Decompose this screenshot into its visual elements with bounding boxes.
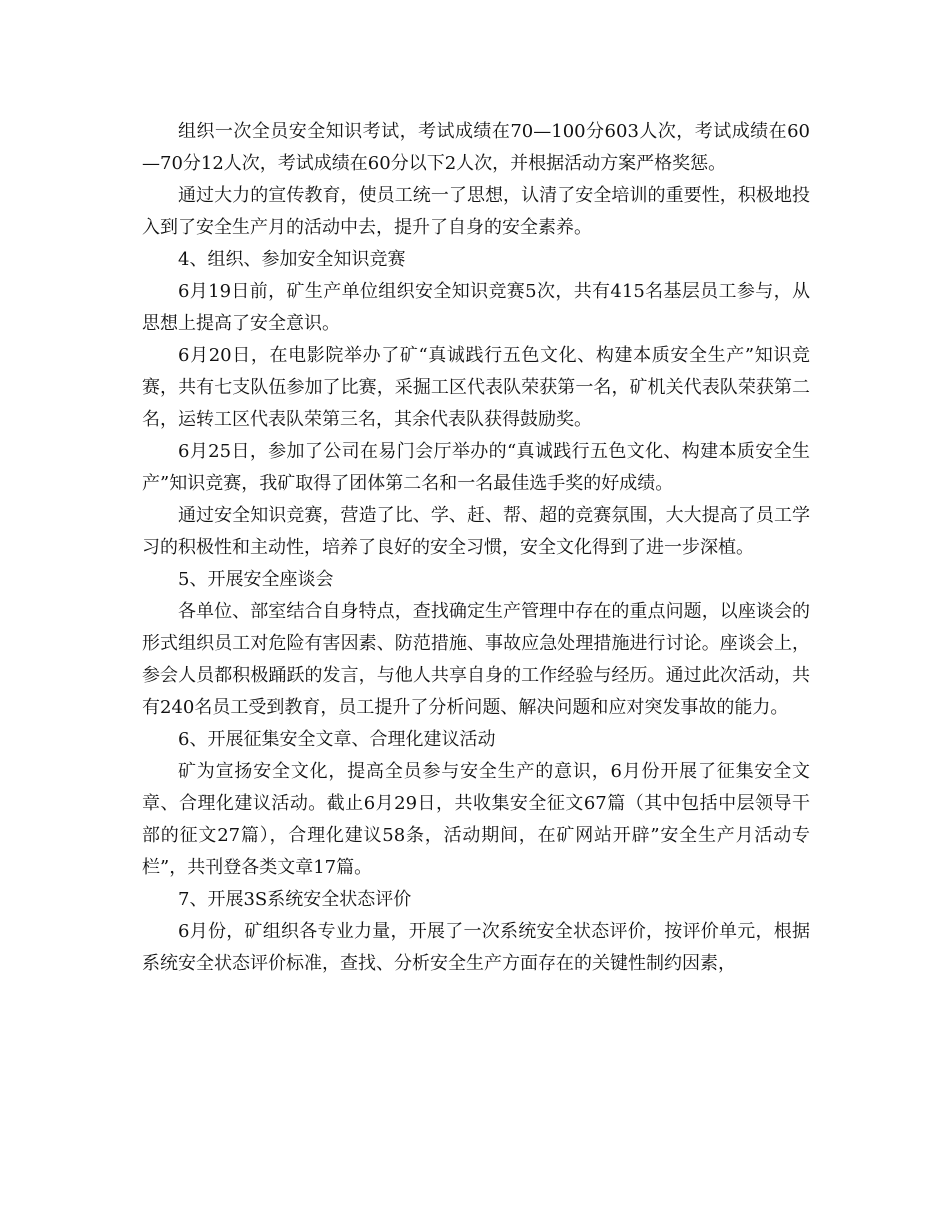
paragraph-article-collection: 矿为宣扬安全文化，提高全员参与安全生产的意识，6月份开展了征集安全文章、合理化建议活动。截止6月29日，共收集安全征文67篇（其中包括中层领导干部的征文27篇），合理化建议58条，活动期间，在矿网站开辟”安全生产月活动专栏”，共刊登各类文章17篇。 (142, 761, 810, 878)
paragraph-3s-evaluation: 6月份，矿组织各专业力量，开展了一次系统安全状态评价，按评价单元，根据系统安全状态评价标准，查找、分析安全生产方面存在的关键性制约因素， (142, 921, 810, 974)
paragraph-publicity-effect: 通过大力的宣传教育，使员工统一了思想，认清了安全培训的重要性，积极地投入到了安全生产月的活动中去，提升了自身的安全素养。 (142, 185, 810, 238)
paragraph-contest-effect: 通过安全知识竞赛，营造了比、学、赶、帮、超的竞赛氛围，大大提高了员工学习的积极性和主动性，培养了良好的安全习惯，安全文化得到了进一步深植。 (142, 505, 810, 558)
section-heading-article-collection: 6、开展征集安全文章、合理化建议活动 (178, 729, 496, 750)
paragraph-june-20: 6月20日，在电影院举办了矿“真诚践行五色文化、构建本质安全生产”知识竞赛，共有七支队伍参加了比赛，采掘工区代表队荣获第一名，矿机关代表队荣获第二名，运转工区代表队荣第三名，其余代表队获得鼓励奖。 (142, 345, 810, 430)
document-page (142, 116, 810, 980)
paragraph-june-25: 6月25日，参加了公司在易门会厅举办的“真诚践行五色文化、构建本质安全生产”知识竞赛，我矿取得了团体第二名和一名最佳选手奖的好成绩。 (142, 441, 810, 494)
section-heading-symposium: 5、开展安全座谈会 (178, 569, 334, 590)
paragraph-exam-results: 组织一次全员安全知识考试，考试成绩在70—100分603人次，考试成绩在60—70分12人次，考试成绩在60分以下2人次，并根据活动方案严格奖惩。 (142, 121, 810, 174)
section-heading-3s-evaluation: 7、开展3S系统安全状态评价 (178, 889, 412, 910)
section-heading-knowledge-contest: 4、组织、参加安全知识竞赛 (178, 249, 406, 270)
paragraph-june-19: 6月19日前，矿生产单位组织安全知识竞赛5次，共有415名基层员工参与，从思想上提高了安全意识。 (142, 281, 810, 334)
paragraph-symposium: 各单位、部室结合自身特点，查找确定生产管理中存在的重点问题，以座谈会的形式组织员工对危险有害因素、防范措施、事故应急处理措施进行讨论。座谈会上，参会人员都积极踊跃的发言，与他人共享自身的工作经验与经历。通过此次活动，共有240名员工受到教育，员工提升了分析问题、解决问题和应对突发事故的能力。 (142, 601, 810, 718)
